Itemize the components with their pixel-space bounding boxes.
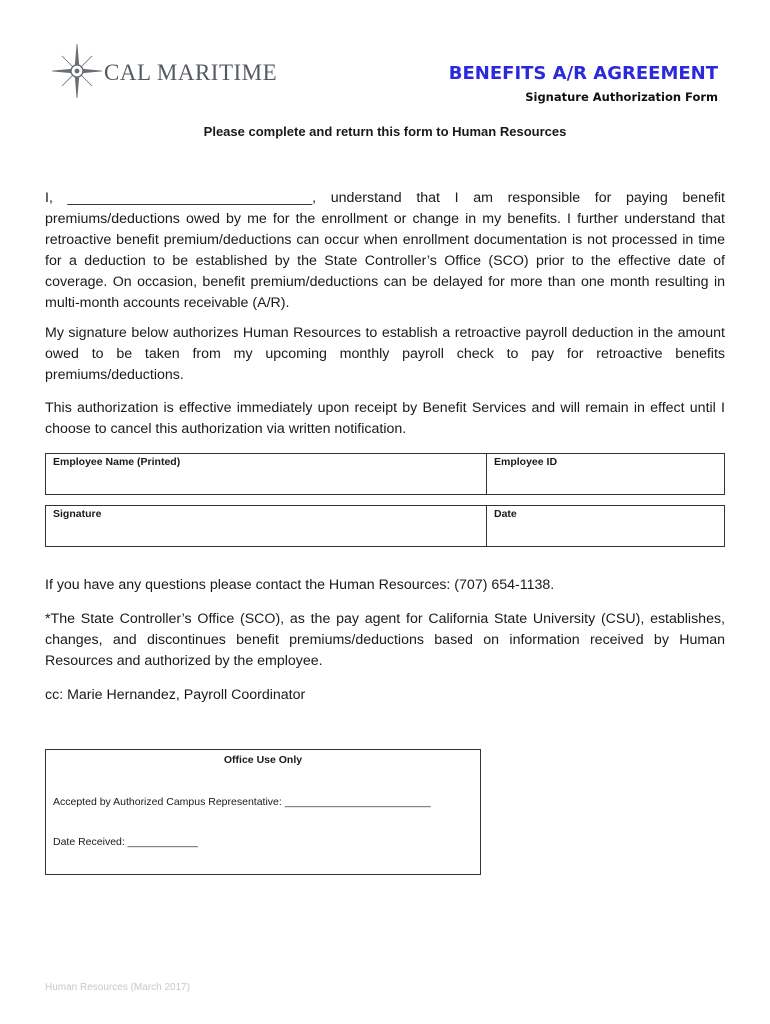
employee-id-field[interactable]: [487, 454, 725, 495]
document-title: BENEFITS A/R AGREEMENT: [448, 63, 718, 84]
contact-paragraph: If you have any questions please contact the Human Resources: (707) 654-1138.: [45, 577, 555, 593]
employee-id-label: Employee ID: [494, 456, 558, 468]
footer-text: Human Resources (March 2017): [45, 982, 191, 993]
instruction-text: Please complete and return this form to Human Resources: [203, 124, 567, 139]
date-field[interactable]: [487, 506, 725, 547]
employee-name-label: Employee Name (Printed): [53, 456, 181, 468]
employee-name-field[interactable]: [46, 454, 487, 495]
sco-note-paragraph: *The State Controller’s Office (SCO), as the pay agent for California State University (CSU), establishes, changes, and discontinues benefit premiums/deductions based on information received by Human Resources and authorized by the employee.: [45, 611, 725, 669]
employee-info-table: [45, 453, 725, 495]
cal-maritime-compass-logo-icon: [52, 44, 102, 98]
office-use-box: [45, 749, 481, 875]
signature-table: [45, 505, 725, 547]
signature-field[interactable]: [46, 506, 487, 547]
office-use-title: Office Use Only: [223, 754, 303, 766]
responsibility-paragraph: I, _______________________________, understand that I am responsible for paying benefit premiums/deductions owed by me for the enrollment or change in my benefits. I further understand that retroactive benefit premium/deductions can occur when enrollment documentation is not processed in time for a deduction to be established by the State Controller’s Office (SCO) prior to the effective date of coverage. On occasion, benefit premium/deductions can be delayed for more than one month resulting in multi-month accounts receivable (A/R).: [45, 190, 725, 311]
cc-line: cc: Marie Hernandez, Payroll Coordinator: [45, 687, 306, 703]
accepted-by-line: Accepted by Authorized Campus Representative: _________________________: [53, 796, 431, 808]
signature-label: Signature: [53, 508, 102, 520]
date-label: Date: [494, 508, 517, 520]
effective-paragraph: This authorization is effective immediately upon receipt by Benefit Services and will remain in effect until I choose to cancel this authorization via written notification.: [45, 400, 725, 437]
document-subtitle: Signature Authorization Form: [525, 90, 718, 104]
authorization-paragraph: My signature below authorizes Human Resources to establish a retroactive payroll deduction in the amount owed to be taken from my upcoming monthly payroll check to pay for retroactive benefits premiums/deductions.: [45, 325, 725, 383]
date-received-line: Date Received: ____________: [53, 836, 198, 848]
logo-text: CAL MARITIME: [104, 60, 278, 85]
